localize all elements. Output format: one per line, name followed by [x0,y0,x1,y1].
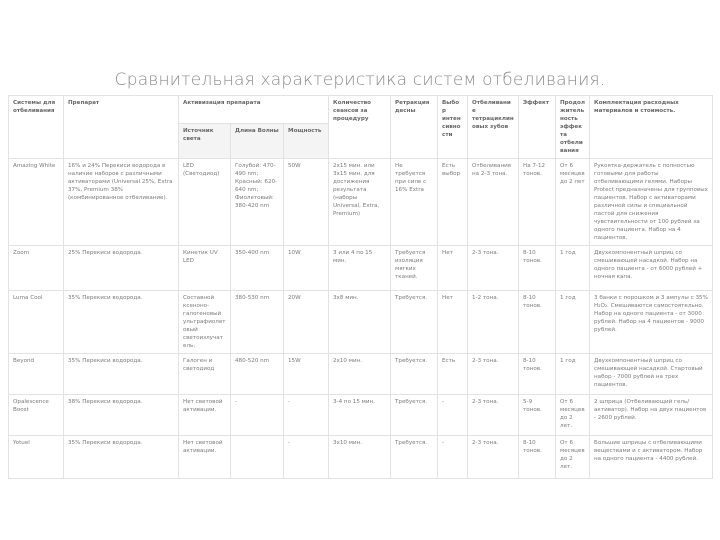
cell-system: Luma Cool [9,291,64,354]
cell-effect: На 7-12 тонов. [519,159,556,246]
cell-system: Zoom [9,246,64,291]
cell-effect: 5-9 тонов. [519,395,556,436]
header-preparation: Препарат [64,96,179,159]
cell-retraction: Требуется. [391,291,438,354]
cell-choice: - [438,395,468,436]
cell-kit: Двухкомпонентный шприц со смешивающей насадкой. Набор на одного пациента - от 6000 рублей + ночная капа. [590,246,713,291]
cell-wavelength [231,436,284,479]
cell-preparation: 38% Перекиси водорода. [64,395,179,436]
cell-power: 50W [284,159,329,246]
header-sessions: Количество сеансов за процедуру [329,96,391,159]
cell-wavelength: 350-400 nm [231,246,284,291]
table-row [9,436,713,479]
cell-wavelength: 480-520 nm [231,354,284,395]
cell-tetracycline: Отбеливание на 2-3 тона. [468,159,519,246]
cell-tetracycline: 2-3 тона. [468,395,519,436]
header-activation: Активизация препарата [179,96,329,124]
cell-tetracycline: 2-3 тона. [468,436,519,479]
header-tetracycline: Отбеливание тетрациклиновых зубов [468,96,519,159]
cell-duration: 1 год [556,354,590,395]
cell-tetracycline: 1-2 тона. [468,291,519,354]
cell-sessions: 3х10 мин. [329,436,391,479]
cell-retraction: Требуется изоляция мягких тканей. [391,246,438,291]
cell-kit: 2 шприца (Отбеливающий гель/активатор). Набор на двух пациентов - 2600 рублей. [590,395,713,436]
cell-preparation: 25% Перекиси водорода. [64,246,179,291]
cell-tetracycline: 2-3 тона. [468,354,519,395]
cell-kit: Двухкомпонентный шприц со смешивающей насадкой. Стартовый набор - 7000 рублей на трех пациентов. [590,354,713,395]
cell-light-source: Галоген и светодиод [179,354,231,395]
table-row [9,354,713,395]
cell-duration: 1 год [556,246,590,291]
header-system: Системы для отбеливания [9,96,64,159]
cell-wavelength: Голубой: 470-490 nm; Красный: 620-640 nm; Фиолетовый: 380-420 nm [231,159,284,246]
cell-choice: Есть [438,354,468,395]
cell-power: 10W [284,246,329,291]
comparison-table [8,95,713,479]
cell-preparation: 35% Перекиси водорода. [64,436,179,479]
page-title: Сравнительная характеристика систем отбеливания. [114,70,606,90]
header-duration: Продолжительность эффекта отбеливания [556,96,590,159]
cell-effect: 8-10 тонов. [519,354,556,395]
cell-retraction: Требуется. [391,354,438,395]
cell-sessions: 2х15 мин. или 3х15 мин. для достижения результата (наборы Universal, Extra, Premium) [329,159,391,246]
table-row [9,159,713,246]
cell-wavelength: 380-530 nm [231,291,284,354]
cell-choice: Нет [438,246,468,291]
cell-light-source: Нет световой активации. [179,395,231,436]
header-light-source: Источник света [179,124,231,159]
header-effect: Эффект [519,96,556,159]
header-choice: Выбор интенсивности [438,96,468,159]
cell-retraction: Требуется. [391,436,438,479]
cell-effect: 8-10 тонов. [519,246,556,291]
cell-preparation: 16% и 24% Перекиси водорода в наличие наборов с различными активаторами (Universal 25%, Extra 37%, Premium 38% (комбинированное отбеливание). [64,159,179,246]
cell-light-source: LED (Светодиод) [179,159,231,246]
cell-duration: От 6 месяцев до 2 лет. [556,395,590,436]
header-power: Мощность [284,124,329,159]
cell-preparation: 35% Перекиси водорода. [64,291,179,354]
cell-retraction: Требуется. [391,395,438,436]
cell-sessions: 2х10 мин. [329,354,391,395]
cell-system: Opalescence Boost [9,395,64,436]
cell-sessions: 3х8 мин. [329,291,391,354]
cell-choice: - [438,436,468,479]
cell-kit: Большие шприцы с отбеливающими веществами и с активатором. Набор на одного пациента - 4400 рублей. [590,436,713,479]
cell-wavelength: - [231,395,284,436]
cell-effect: 8-10 тонов. [519,291,556,354]
table-row [9,246,713,291]
cell-kit: Рукоятка-держатель с полностью готовыми для работы отбеливающими гелями. Наборы Protect предназначены для групповых пациентов. Набор с активаторами различной силы и специальной пастой для снижения чувствительности от 100 рублей за одного пациента. Набор на 4 пациентов. [590,159,713,246]
cell-tetracycline: 2-3 тона. [468,246,519,291]
cell-duration: От 6 месяцев до 2 лет [556,159,590,246]
cell-power: - [284,436,329,479]
header-kit: Комплектация расходных материалов и стоимость. [590,96,713,159]
cell-retraction: Не требуется при силе с 16% Extra [391,159,438,246]
cell-choice: Нет [438,291,468,354]
cell-choice: Есть выбор [438,159,468,246]
cell-duration: От 6 месяцев до 2 лет. [556,436,590,479]
cell-preparation: 35% Перекиси водорода. [64,354,179,395]
header-wavelength: Длина Волны [231,124,284,159]
table-row [9,395,713,436]
cell-kit: 3 банки с порошком и 3 ампулы с 35% H₂O₂. Смешиваются самостоятельно. Набор на одного пациента - от 3000 рублей. Набор на 4 пациентов - 9000 рублей. [590,291,713,354]
cell-sessions: 3 или 4 по 15 мин. [329,246,391,291]
cell-system: Beyond [9,354,64,395]
cell-system: Amazing White [9,159,64,246]
cell-effect: 8-10 тонов. [519,436,556,479]
cell-power: - [284,395,329,436]
cell-power: 20W [284,291,329,354]
cell-power: 15W [284,354,329,395]
cell-duration: 1 год [556,291,590,354]
cell-system: Yotuel [9,436,64,479]
cell-light-source: Кинетик UV LED [179,246,231,291]
cell-light-source: Нет световой активации. [179,436,231,479]
table-row [9,291,713,354]
header-retraction: Ретракция десны [391,96,438,159]
cell-sessions: 3-4 по 15 мин. [329,395,391,436]
cell-light-source: Составной ксеноно-галогеновый ультрафиолетовый светоизлучатель. [179,291,231,354]
